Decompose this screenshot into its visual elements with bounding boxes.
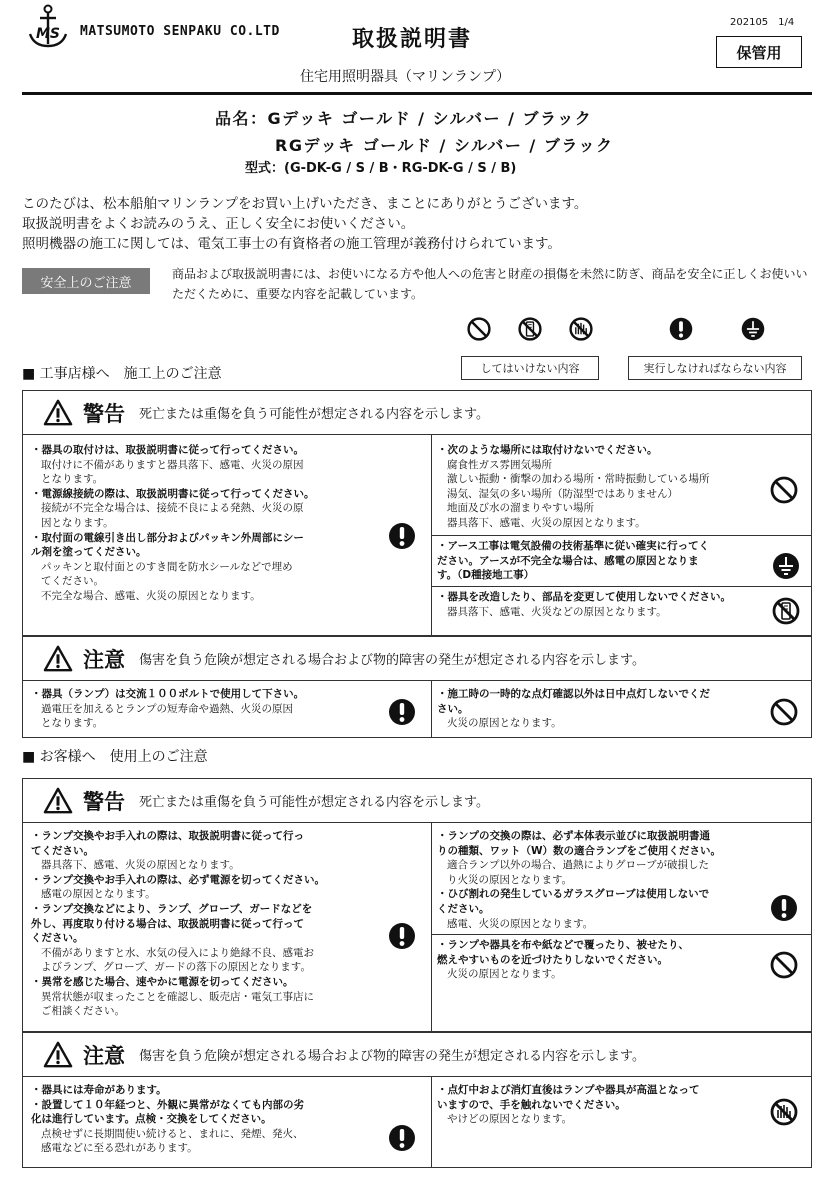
notice-line: ご相談ください。	[41, 1005, 125, 1018]
notice-line: りの種類、ワット（W）数の適合ランプをご使用ください。	[437, 844, 722, 857]
page-subtitle: 住宅用照明器具（マリンランプ）	[300, 69, 511, 85]
notice-line: 接続が不完全な場合は、接続不良による発熱、火災の原	[41, 502, 304, 515]
company-name: MATSUMOTO SENPAKU CO.LTD	[80, 24, 280, 39]
mandatory-icon	[387, 1123, 417, 1153]
mandatory-icon	[387, 697, 417, 727]
no-disassemble-icon	[771, 596, 801, 626]
notice-line: ・ランプ交換などにより、ランプ、グローブ、ガードなどを	[31, 902, 313, 915]
intro-line: 照明機器の施工に関しては、電気工事士の有資格者の施工管理が義務付けられています。	[22, 236, 561, 252]
installer-warning-right2	[437, 539, 773, 583]
warning-desc: 死亡または重傷を負う可能性が想定される内容を示します。	[139, 407, 489, 422]
ground-icon	[771, 551, 801, 581]
customer-warning-box	[22, 778, 812, 1032]
notice-line: す。（D種接地工事）	[437, 569, 535, 582]
warning-label: 警告	[83, 401, 125, 426]
notice-line: 感電などに至る恐れがあります。	[41, 1142, 198, 1155]
notice-line: ・器具には寿命があります。	[31, 1084, 167, 1096]
warning-triangle-icon	[43, 399, 73, 427]
notice-line: 感電、火災の原因となります。	[447, 917, 594, 930]
notice-line: 器具落下、感電、火災の原因となります。	[41, 859, 240, 872]
notice-line: ・電源線接続の際は、取扱説明書に従って行ってください。	[31, 487, 315, 500]
safety-badge: 安全上のご注意	[22, 268, 150, 294]
notice-line: 取付けに不備がありますと器具落下、感電、火災の原因	[41, 458, 304, 471]
notice-line: 異常状態が収まったことを確認し、販売店・電気工事店に	[41, 990, 314, 1003]
notice-line: ・ランプ交換やお手入れの際は、必ず電源を切ってください。	[31, 873, 325, 886]
no-touch-icon	[568, 316, 594, 342]
no-disassemble-icon	[517, 316, 543, 342]
intro-line: このたびは、松本船舶マリンランプをお買い上げいただき、まことにありがとうございます。	[22, 196, 588, 212]
safety-text: 商品および取扱説明書には、お使いになる方や他人への危害と財産の損傷を未然に防ぎ、商品を安全に正しくお使いいただくために、重要な内容を記載しています。	[172, 267, 808, 301]
notice-line: ・点灯中および消灯直後はランプや器具が高温となって	[437, 1084, 700, 1096]
notice-line: ル剤を塗ってください。	[31, 546, 147, 559]
mandatory-icon	[769, 893, 799, 923]
notice-line: ・器具を改造したり、部品を変更して使用しないでください。	[437, 591, 731, 603]
notice-line: となります。	[41, 473, 104, 486]
notice-line: ・施工時の一時的な点灯確認以外は日中点灯しないでくだ	[437, 688, 710, 700]
notice-line: 外し、再度取り付ける場合は、取扱説明書に従って行って	[31, 917, 304, 930]
warning-desc: 死亡または重傷を負う可能性が想定される内容を示します。	[139, 795, 489, 810]
notice-line: ・ランプ交換やお手入れの際は、取扱説明書に従って行っ	[31, 830, 304, 842]
caution-triangle-icon	[43, 1041, 73, 1069]
notice-line: 火災の原因となります。	[447, 717, 562, 730]
header-divider	[22, 92, 812, 95]
notice-line: ・次のような場所には取付けないでください。	[437, 444, 658, 456]
caution-header	[23, 637, 811, 681]
product-model: 型式：(G-DK-G / S / B・RG-DK-G / S / B)	[245, 161, 517, 176]
customer-warning-right2	[437, 938, 773, 982]
warning-header	[23, 391, 811, 435]
installer-warning-left	[31, 443, 391, 604]
mandatory-icon	[668, 316, 694, 342]
caution-label: 注意	[83, 1043, 125, 1068]
prohibit-icon	[769, 475, 799, 505]
notice-line: ・設置して１０年経つと、外観に異常がなくても内部の劣	[31, 1098, 304, 1111]
no-touch-icon	[769, 1097, 799, 1127]
ground-icon	[740, 316, 766, 342]
mandatory-icon	[387, 921, 417, 951]
notice-line: ・器具（ランプ）は交流１００ボルトで使用して下さい。	[31, 688, 305, 700]
notice-line: 腐食性ガス雰囲気場所	[447, 458, 552, 471]
caution-desc: 傷害を負う危険が想定される場合および物的障害の発生が想定される内容を示します。	[139, 653, 645, 668]
notice-line: 適合ランプ以外の場合、過熱によりグローブが破損した	[447, 859, 709, 872]
warning-header	[23, 779, 811, 823]
notice-line: やけどの原因となります。	[447, 1113, 573, 1126]
notice-line: 地面及び水の溜まりやすい場所	[447, 502, 594, 515]
notice-line: ・ひび割れの発生しているガラスグローブは使用しないで	[437, 888, 710, 901]
notice-line: 器具落下、感電、火災の原因となります。	[447, 516, 646, 529]
installer-warning-right3	[437, 590, 787, 619]
prohibit-icon	[769, 697, 799, 727]
caution-label: 注意	[83, 647, 125, 672]
notice-line: 因となります。	[41, 516, 114, 529]
notice-line: ださい。アースが不完全な場合は、感電の原因となりま	[437, 554, 699, 567]
mandatory-icon	[387, 521, 417, 551]
notice-line: てください。	[41, 575, 104, 588]
customer-caution-box	[22, 1032, 812, 1168]
section-heading-customers: ■ お客様へ 使用上のご注意	[22, 749, 208, 765]
notice-line: 不備がありますと水、水気の侵入により絶縁不良、感電お	[41, 946, 314, 959]
caution-header	[23, 1033, 811, 1077]
notice-line: ・器具の取付けは、取扱説明書に従って行ってください。	[31, 444, 304, 456]
notice-line: となります。	[41, 717, 104, 730]
customer-warning-left	[31, 829, 393, 1019]
notice-line: よびランプ、グローブ、ガードの落下の原因となります。	[41, 961, 311, 974]
notice-line: さい。	[437, 702, 469, 715]
prohibit-icon	[769, 950, 799, 980]
notice-line: 器具落下、感電、火災などの原因となります。	[447, 605, 667, 618]
intro-line: 取扱説明書をよくお読みのうえ、正しく安全にお使いください。	[22, 216, 415, 232]
notice-line: ・取付面の電線引き出し部分およびパッキン外周部にシー	[31, 531, 304, 544]
section-heading-installers: ■ 工事店様へ 施工上のご注意	[22, 366, 222, 382]
notice-line: り火災の原因となります。	[447, 873, 573, 886]
legend-mandatory: 実行しなければならない内容	[628, 356, 802, 380]
installer-caution-left	[31, 687, 391, 731]
notice-line: 点検せずに長期間使い続けると、まれに、発煙、発火、	[41, 1127, 304, 1140]
notice-line: ください。	[31, 932, 84, 945]
notice-line: 化は進行しています。点検・交換をしてください。	[31, 1113, 272, 1126]
notice-line: ・アース工事は電気設備の技術基準に従い確実に行ってく	[437, 540, 710, 552]
installer-caution-box	[22, 636, 812, 738]
notice-line: ・ランプや器具を布や紙などで覆ったり、被せたり、	[437, 939, 689, 951]
caution-triangle-icon	[43, 645, 73, 673]
installer-warning-right1	[437, 443, 773, 531]
notice-line: 不完全な場合、感電、火災の原因となります。	[41, 589, 261, 602]
installer-caution-right	[437, 687, 773, 731]
product-name-line2: RGデッキ ゴールド / シルバー / ブラック	[275, 136, 614, 155]
notice-line: パッキンと取付面とのすき間を防水シールなどで埋め	[41, 560, 293, 573]
svg-text:MS: MS	[35, 26, 61, 42]
prohibit-icon	[466, 316, 492, 342]
keep-label-box: 保管用	[716, 36, 802, 68]
legend-prohibit: してはいけない内容	[461, 356, 599, 380]
product-name-line1: 品名：Gデッキ ゴールド / シルバー / ブラック	[215, 109, 593, 128]
company-logo-icon	[22, 4, 74, 50]
notice-line: 湯気、湿気の多い場所（防湿型ではありません）	[447, 487, 678, 500]
customer-warning-right1	[437, 829, 787, 931]
notice-line: てください。	[31, 844, 94, 857]
intro-text	[22, 194, 587, 254]
notice-line: 火災の原因となります。	[447, 968, 562, 981]
notice-line: ・異常を感じた場合、速やかに電源を切ってください。	[31, 975, 294, 988]
notice-line: 過電圧を加えるとランプの短寿命や過熱、火災の原因	[41, 702, 293, 715]
customer-caution-right	[437, 1083, 773, 1127]
notice-line: 燃えやすいものを近づけたりしないでください。	[437, 953, 668, 966]
notice-line: 激しい振動・衝撃の加わる場所・常時振動している場所	[447, 473, 710, 486]
installer-warning-box	[22, 390, 812, 636]
notice-line: いますので、手を触れないでください。	[437, 1098, 626, 1111]
warning-triangle-icon	[43, 787, 73, 815]
customer-caution-left	[31, 1083, 391, 1156]
notice-line: 感電の原因となります。	[41, 888, 156, 901]
caution-desc: 傷害を負う危険が想定される場合および物的障害の発生が想定される内容を示します。	[139, 1049, 645, 1064]
warning-label: 警告	[83, 789, 125, 814]
notice-line: ・ランプの交換の際は、必ず本体表示並びに取扱説明書通	[437, 830, 710, 842]
notice-line: ください。	[437, 902, 490, 915]
page-title: 取扱説明書	[352, 27, 473, 52]
document-number: 202105 1/4	[730, 17, 795, 28]
